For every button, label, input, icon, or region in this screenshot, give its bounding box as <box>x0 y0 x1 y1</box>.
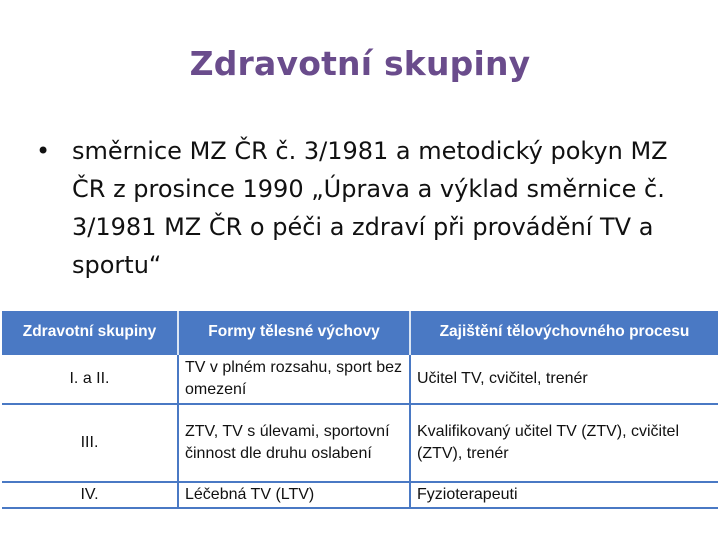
cell-group: I. a II. <box>2 354 178 404</box>
cell-group: IV. <box>2 482 178 508</box>
slide-title: Zdravotní skupiny <box>189 44 531 83</box>
cell-provision: Kvalifikovaný učitel TV (ZTV), cvičitel (ZTV), trenér <box>410 404 718 482</box>
cell-provision: Fyzioterapeuti <box>410 482 718 508</box>
header-pe-forms: Formy tělesné výchovy <box>178 311 410 354</box>
health-groups-table <box>2 311 718 509</box>
cell-group: III. <box>2 404 178 482</box>
header-health-groups: Zdravotní skupiny <box>2 311 178 354</box>
health-groups-table-wrapper <box>2 311 718 507</box>
table-row <box>2 482 718 508</box>
cell-form: ZTV, TV s úlevami, sportovní činnost dle druhu oslabení <box>178 404 410 482</box>
bullet-list <box>32 132 692 284</box>
cell-form: Léčebná TV (LTV) <box>178 482 410 508</box>
table-header-row <box>2 311 718 354</box>
cell-provision: Učitel TV, cvičitel, trenér <box>410 354 718 404</box>
bullet-text: směrnice MZ ČR č. 3/1981 a metodický pokyn MZ ČR z prosince 1990 „Úprava a výklad směrnice č. 3/1981 MZ ČR o péči a zdraví při provádění TV a sportu“ <box>72 137 668 279</box>
bullet-item <box>32 132 692 284</box>
table-row <box>2 354 718 404</box>
table-row <box>2 404 718 482</box>
header-provision: Zajištění tělovýchovného procesu <box>410 311 718 354</box>
cell-form: TV v plném rozsahu, sport bez omezení <box>178 354 410 404</box>
bullet-marker: • <box>36 137 51 165</box>
